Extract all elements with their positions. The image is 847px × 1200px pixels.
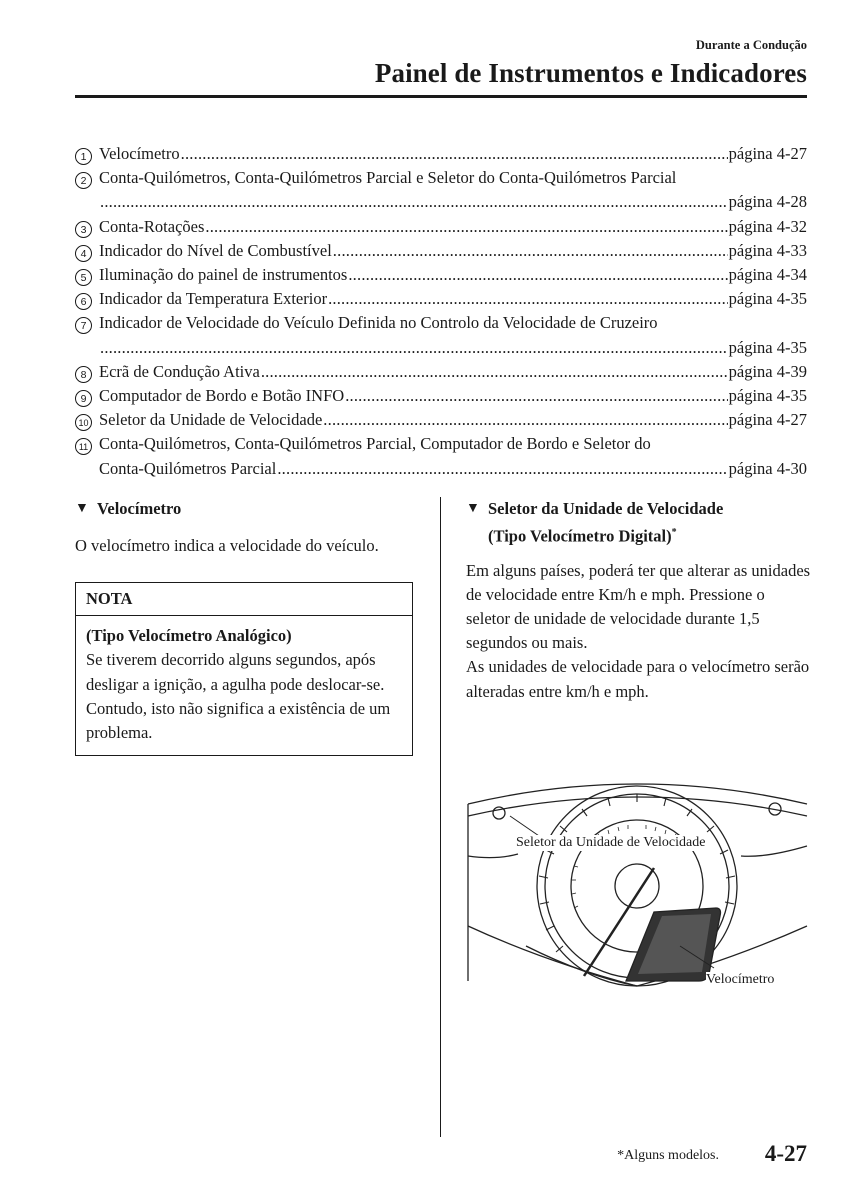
- leader-dots: [333, 239, 728, 263]
- toc-entry-text: Ecrã de Condução Ativa: [99, 361, 260, 381]
- triangle-bullet-icon: ▼: [466, 501, 480, 516]
- section-heading-velocimetro: [75, 497, 415, 521]
- toc-entry-text: Conta-Quilómetros, Conta-Quilómetros Parcial e Seletor do Conta-Quilómetros Parcial: [99, 168, 677, 188]
- toc-entry-2[interactable]: [75, 166, 807, 214]
- section-label: Durante a Condução: [695, 38, 807, 52]
- toc-page-ref: página 4-28: [728, 192, 807, 212]
- instrument-cluster-figure: [466, 776, 809, 997]
- toc-entry-9[interactable]: [75, 384, 807, 408]
- toc-entry-text-continued: Conta-Quilómetros Parcial: [99, 458, 277, 478]
- table-of-contents: [75, 142, 807, 481]
- label-seletor-unidade-velocidade: Seletor da Unidade de Velocidade: [516, 835, 706, 850]
- toc-entry-6[interactable]: [75, 287, 807, 311]
- toc-entry-text: Computador de Bordo e Botão INFO: [99, 386, 345, 406]
- toc-entry-text: Indicador do Nível de Combustível: [99, 240, 332, 260]
- note-text: Se tiverem decorrido alguns segundos, após desligar a ignição, a agulha pode deslocar-se. Contudo, isto não significa a existência de um problema.: [86, 650, 391, 743]
- toc-page-ref: página 4-35: [728, 337, 807, 357]
- item-number: 4: [75, 245, 92, 262]
- toc-entry-text: Velocímetro: [99, 144, 180, 163]
- leader-dots: [100, 190, 728, 214]
- seletor-paragraph-2: As unidades de velocidade para o velocímetro serão alteradas entre km/h e mph.: [466, 657, 810, 701]
- item-number: 7: [75, 317, 92, 334]
- seletor-paragraph-1: Em alguns países, poderá ter que alterar as unidades de velocidade entre Km/h e mph. Pressione o seletor de unidade de velocidade durante 1,5 segundos ou mais.: [466, 560, 811, 653]
- item-number: 9: [75, 390, 92, 407]
- toc-entry-1[interactable]: [75, 142, 807, 166]
- leader-dots: [348, 263, 727, 287]
- toc-entry-text: Iluminação do painel de instrumentos: [99, 265, 348, 285]
- leader-dots: [261, 360, 728, 384]
- item-number: 6: [75, 293, 92, 310]
- leader-dots: [345, 384, 727, 408]
- label-velocimetro: Velocímetro: [706, 972, 775, 987]
- heading-text-line2: (Tipo Velocímetro Digital): [488, 526, 672, 546]
- leader-dots: [205, 215, 727, 239]
- heading-text-line1: Seletor da Unidade de Velocidade: [488, 499, 724, 518]
- footnote: *Alguns modelos.: [617, 1148, 719, 1163]
- toc-entry-7[interactable]: [75, 311, 807, 359]
- leader-dots: [328, 287, 728, 311]
- toc-entry-5[interactable]: [75, 263, 807, 287]
- toc-entry-11[interactable]: [75, 432, 807, 480]
- leader-dots: [323, 408, 727, 432]
- note-subtitle: (Tipo Velocímetro Analógico): [86, 626, 292, 646]
- toc-entry-3[interactable]: [75, 215, 807, 239]
- item-number: 10: [75, 414, 92, 431]
- item-number: 1: [75, 148, 92, 165]
- toc-entry-4[interactable]: [75, 239, 807, 263]
- leader-dots: [181, 142, 728, 166]
- toc-page-ref: página 4-39: [728, 361, 807, 381]
- velocimetro-paragraph: O velocímetro indica a velocidade do veículo.: [75, 536, 379, 555]
- page-number: 4-27: [764, 1141, 807, 1166]
- footnote-mark: *: [671, 527, 677, 538]
- left-column: [75, 497, 415, 756]
- note-body: [76, 616, 412, 755]
- item-number: 3: [75, 221, 92, 238]
- note-box: [75, 582, 413, 756]
- triangle-bullet-icon: ▼: [75, 501, 89, 516]
- toc-page-ref: página 4-33: [728, 240, 807, 260]
- item-number: 2: [75, 172, 92, 189]
- toc-page-ref: página 4-34: [728, 265, 807, 285]
- toc-entry-text: Conta-Quilómetros, Conta-Quilómetros Parcial, Computador de Bordo e Seletor do: [99, 434, 651, 454]
- toc-page-ref: página 4-35: [728, 289, 807, 309]
- item-number: 11: [75, 438, 92, 455]
- note-title: NOTA: [76, 583, 412, 616]
- leader-dots: [277, 457, 727, 481]
- toc-entry-text: Indicador da Temperatura Exterior: [99, 289, 328, 309]
- right-column: [466, 497, 811, 704]
- toc-page-ref: página 4-32: [728, 216, 807, 236]
- section-heading-seletor: [466, 497, 811, 549]
- toc-page-ref: página 4-27: [728, 410, 807, 430]
- column-divider: [440, 497, 441, 1137]
- toc-page-ref: página 4-27: [728, 144, 807, 163]
- item-number: 5: [75, 269, 92, 286]
- item-number: 8: [75, 366, 92, 383]
- title-rule: [75, 95, 807, 98]
- instrument-cluster-illustration: [466, 776, 809, 997]
- page-title: Painel de Instrumentos e Indicadores: [374, 58, 807, 88]
- heading-text: Velocímetro: [97, 499, 182, 518]
- leader-dots: [100, 336, 728, 360]
- toc-entry-8[interactable]: [75, 360, 807, 384]
- toc-entry-10[interactable]: [75, 408, 807, 432]
- toc-page-ref: página 4-30: [728, 458, 807, 478]
- toc-entry-text: Conta-Rotações: [99, 216, 205, 236]
- toc-entry-text: Seletor da Unidade de Velocidade: [99, 410, 323, 430]
- toc-page-ref: página 4-35: [728, 386, 807, 406]
- toc-entry-text: Indicador de Velocidade do Veículo Definida no Controlo da Velocidade de Cruzeiro: [99, 313, 658, 333]
